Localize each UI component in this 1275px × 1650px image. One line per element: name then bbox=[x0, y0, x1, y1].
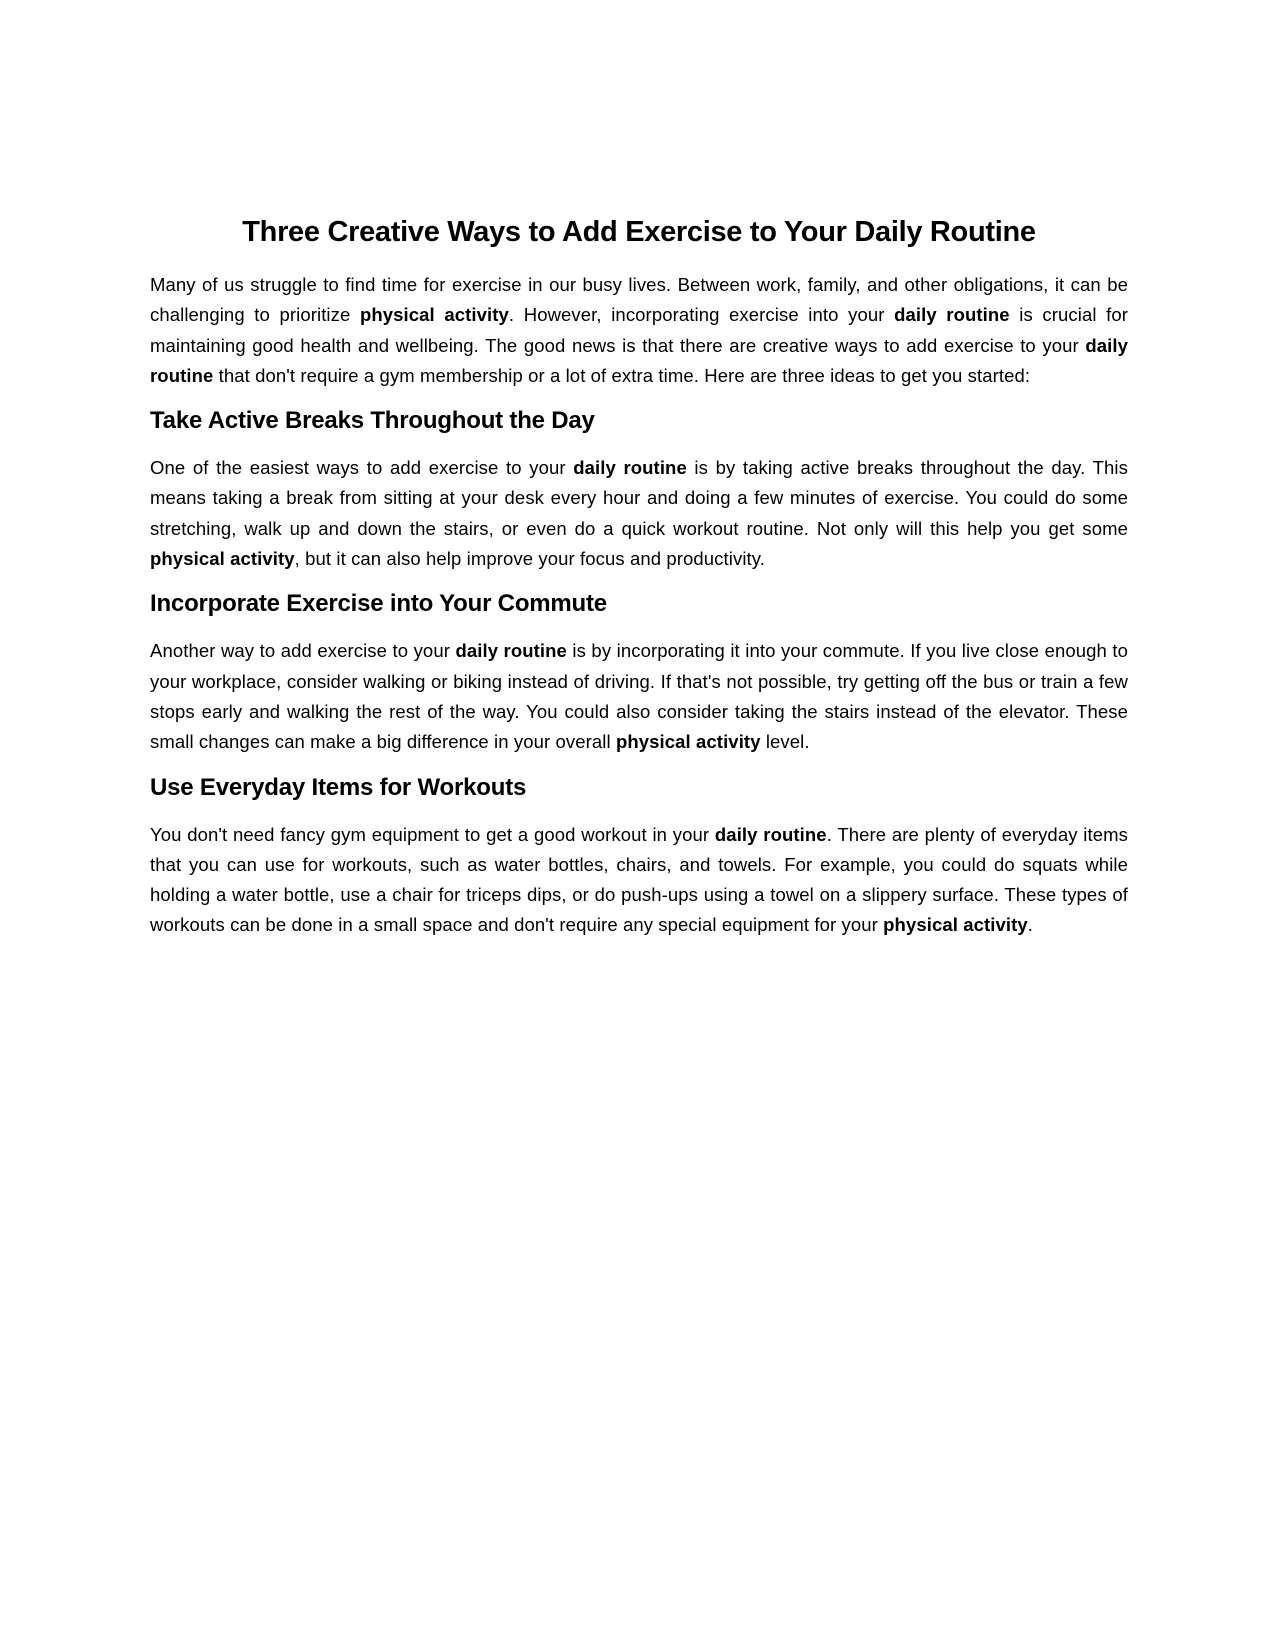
document-page bbox=[150, 212, 1128, 949]
section-heading-commute: Incorporate Exercise into Your Commute bbox=[150, 590, 607, 618]
section-heading-active-breaks: Take Active Breaks Throughout the Day bbox=[150, 407, 595, 435]
intro-paragraph: Many of us struggle to find time for exercise in our busy lives. Between work, family, and other obligations, it can be challenging to prioritize physical activity. However, incorporating exercise into your daily routine is crucial for maintaining good health and wellbeing. The good news is that there are creative ways to add exercise to your daily routine that don't require a gym membership or a lot of extra time. Here are three ideas to get you started: bbox=[150, 274, 1129, 386]
bold-keyword: physical activity bbox=[150, 548, 295, 570]
bold-keyword: daily routine bbox=[150, 334, 1128, 386]
section-body-everyday-items: You don't need fancy gym equipment to get a good workout in your daily routine. There are plenty of everyday items that you can use for workouts, such as water bottles, chairs, and towels. For example, you could do squats while holding a water bottle, use a chair for triceps dips, or do push-ups using a towel on a slippery surface. These types of workouts can be done in a small space and don't require any special equipment for your physical activity. bbox=[150, 823, 1128, 936]
section-body-active-breaks: One of the easiest ways to add exercise to your daily routine is by taking active breaks throughout the day. This means taking a break from sitting at your desk every hour and doing a few minutes of exercise. You could do some stretching, walk up and down the stairs, or even do a quick workout routine. Not only will this help you get some physical activity, but it can also help improve your focus and productivity. bbox=[150, 457, 1128, 570]
bold-keyword: daily routine bbox=[455, 640, 567, 662]
bold-keyword: daily routine bbox=[894, 304, 1010, 326]
bold-keyword: daily routine bbox=[714, 823, 827, 845]
bold-keyword: physical activity bbox=[883, 914, 1028, 936]
bold-keyword: physical activity bbox=[615, 731, 761, 753]
section-body-commute: Another way to add exercise to your daily routine is by incorporating it into your commute. If you live close enough to your workplace, consider walking or biking instead of driving. If that's not possible, try getting off the bus or train a few stops early and walking the rest of the way. You could also consider taking the stairs instead of the elevator. These small changes can make a big difference in your overall physical activity level. bbox=[150, 640, 1129, 753]
bold-keyword: physical activity bbox=[359, 304, 509, 326]
document-title: Three Creative Ways to Add Exercise to Your Daily Routine bbox=[242, 216, 1036, 248]
section-heading-everyday-items: Use Everyday Items for Workouts bbox=[150, 773, 527, 801]
bold-keyword: daily routine bbox=[573, 457, 687, 479]
